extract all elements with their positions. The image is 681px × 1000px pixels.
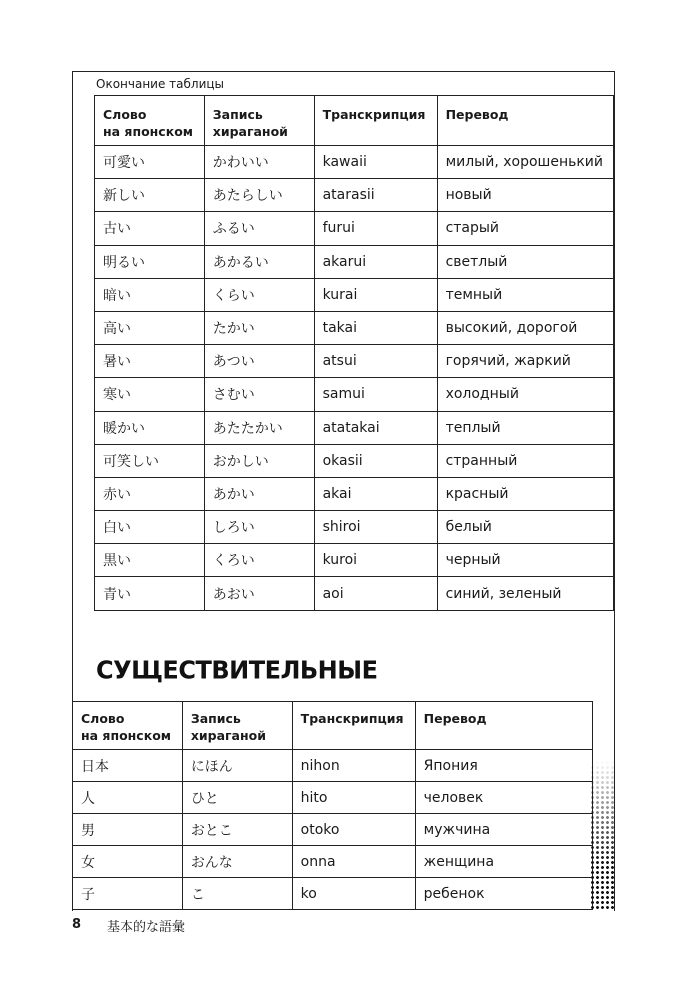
table-row: [95, 311, 614, 344]
hiragana-cell: ひと: [182, 782, 292, 814]
page-number: 8: [72, 917, 82, 932]
table-row: [95, 544, 614, 577]
table-row: [95, 511, 614, 544]
table-row: [95, 477, 614, 510]
hiragana-cell: しろい: [204, 511, 314, 544]
table-row: [95, 245, 614, 278]
word-cell: 寒い: [95, 378, 205, 411]
hiragana-cell: たかい: [204, 311, 314, 344]
translation-cell: белый: [437, 511, 613, 544]
hiragana-cell: くらい: [204, 278, 314, 311]
table-row: [73, 878, 593, 910]
hiragana-cell: かわいい: [204, 146, 314, 179]
halftone-decoration: [590, 760, 616, 910]
translation-cell: красный: [437, 477, 613, 510]
hiragana-cell: にほん: [182, 750, 292, 782]
transcription-cell: furui: [314, 212, 437, 245]
word-cell: 女: [73, 846, 183, 878]
hiragana-cell: ふるい: [204, 212, 314, 245]
table-row: [95, 179, 614, 212]
hiragana-cell: こ: [182, 878, 292, 910]
translation-cell: старый: [437, 212, 613, 245]
transcription-cell: aoi: [314, 577, 437, 610]
transcription-cell: ko: [292, 878, 415, 910]
header-hiragana: Запись хираганой: [182, 702, 292, 750]
hiragana-cell: あたたかい: [204, 411, 314, 444]
transcription-cell: akai: [314, 477, 437, 510]
translation-cell: новый: [437, 179, 613, 212]
hiragana-cell: さむい: [204, 378, 314, 411]
word-cell: 暑い: [95, 345, 205, 378]
table-row: [95, 411, 614, 444]
translation-cell: высокий, дорогой: [437, 311, 613, 344]
transcription-cell: shiroi: [314, 511, 437, 544]
header-translation: Перевод: [415, 702, 592, 750]
translation-cell: светлый: [437, 245, 613, 278]
hiragana-cell: あかい: [204, 477, 314, 510]
translation-cell: ребенок: [415, 878, 592, 910]
word-cell: 暖かい: [95, 411, 205, 444]
translation-cell: темный: [437, 278, 613, 311]
header-word: Слово на японском: [95, 96, 205, 146]
header-translation: Перевод: [437, 96, 613, 146]
word-cell: 白い: [95, 511, 205, 544]
table-row: [95, 444, 614, 477]
transcription-cell: takai: [314, 311, 437, 344]
translation-cell: мужчина: [415, 814, 592, 846]
hiragana-cell: おとこ: [182, 814, 292, 846]
table-row: [95, 378, 614, 411]
translation-cell: странный: [437, 444, 613, 477]
word-cell: 子: [73, 878, 183, 910]
word-cell: 日本: [73, 750, 183, 782]
translation-cell: черный: [437, 544, 613, 577]
word-cell: 可笑しい: [95, 444, 205, 477]
nouns-table: [72, 701, 593, 910]
word-cell: 赤い: [95, 477, 205, 510]
transcription-cell: kurai: [314, 278, 437, 311]
table-row: [73, 846, 593, 878]
transcription-cell: atarasii: [314, 179, 437, 212]
transcription-cell: hito: [292, 782, 415, 814]
translation-cell: Япония: [415, 750, 592, 782]
table-row: [95, 345, 614, 378]
table-row: [95, 146, 614, 179]
word-cell: 青い: [95, 577, 205, 610]
hiragana-cell: おんな: [182, 846, 292, 878]
transcription-cell: samui: [314, 378, 437, 411]
transcription-cell: atatakai: [314, 411, 437, 444]
transcription-cell: kawaii: [314, 146, 437, 179]
table-row: [73, 750, 593, 782]
header-hiragana: Запись хираганой: [204, 96, 314, 146]
word-cell: 高い: [95, 311, 205, 344]
header-transcription: Транскрипция: [292, 702, 415, 750]
word-cell: 新しい: [95, 179, 205, 212]
hiragana-cell: あつい: [204, 345, 314, 378]
transcription-cell: akarui: [314, 245, 437, 278]
word-cell: 明るい: [95, 245, 205, 278]
hiragana-cell: あかるい: [204, 245, 314, 278]
hiragana-cell: おかしい: [204, 444, 314, 477]
table-row: [73, 782, 593, 814]
table-header-row: [95, 96, 614, 146]
table-row: [73, 814, 593, 846]
header-word: Слово на японском: [73, 702, 183, 750]
table-row: [95, 278, 614, 311]
table-row: [95, 577, 614, 610]
header-transcription: Транскрипция: [314, 96, 437, 146]
hiragana-cell: くろい: [204, 544, 314, 577]
translation-cell: человек: [415, 782, 592, 814]
transcription-cell: okasii: [314, 444, 437, 477]
word-cell: 古い: [95, 212, 205, 245]
table-caption: Окончание таблицы: [96, 77, 225, 91]
transcription-cell: kuroi: [314, 544, 437, 577]
word-cell: 人: [73, 782, 183, 814]
transcription-cell: atsui: [314, 345, 437, 378]
hiragana-cell: あおい: [204, 577, 314, 610]
translation-cell: холодный: [437, 378, 613, 411]
word-cell: 暗い: [95, 278, 205, 311]
translation-cell: милый, хорошенький: [437, 146, 613, 179]
word-cell: 可愛い: [95, 146, 205, 179]
table-row: [95, 212, 614, 245]
translation-cell: горячий, жаркий: [437, 345, 613, 378]
word-cell: 黒い: [95, 544, 205, 577]
transcription-cell: otoko: [292, 814, 415, 846]
translation-cell: синий, зеленый: [437, 577, 613, 610]
translation-cell: теплый: [437, 411, 613, 444]
running-title: 基本的な語彙: [107, 920, 186, 935]
adjectives-table: [94, 95, 614, 611]
hiragana-cell: あたらしい: [204, 179, 314, 212]
section-title-nouns: СУЩЕСТВИТЕЛЬНЫЕ: [96, 655, 378, 685]
translation-cell: женщина: [415, 846, 592, 878]
transcription-cell: onna: [292, 846, 415, 878]
word-cell: 男: [73, 814, 183, 846]
transcription-cell: nihon: [292, 750, 415, 782]
table-header-row: [73, 702, 593, 750]
